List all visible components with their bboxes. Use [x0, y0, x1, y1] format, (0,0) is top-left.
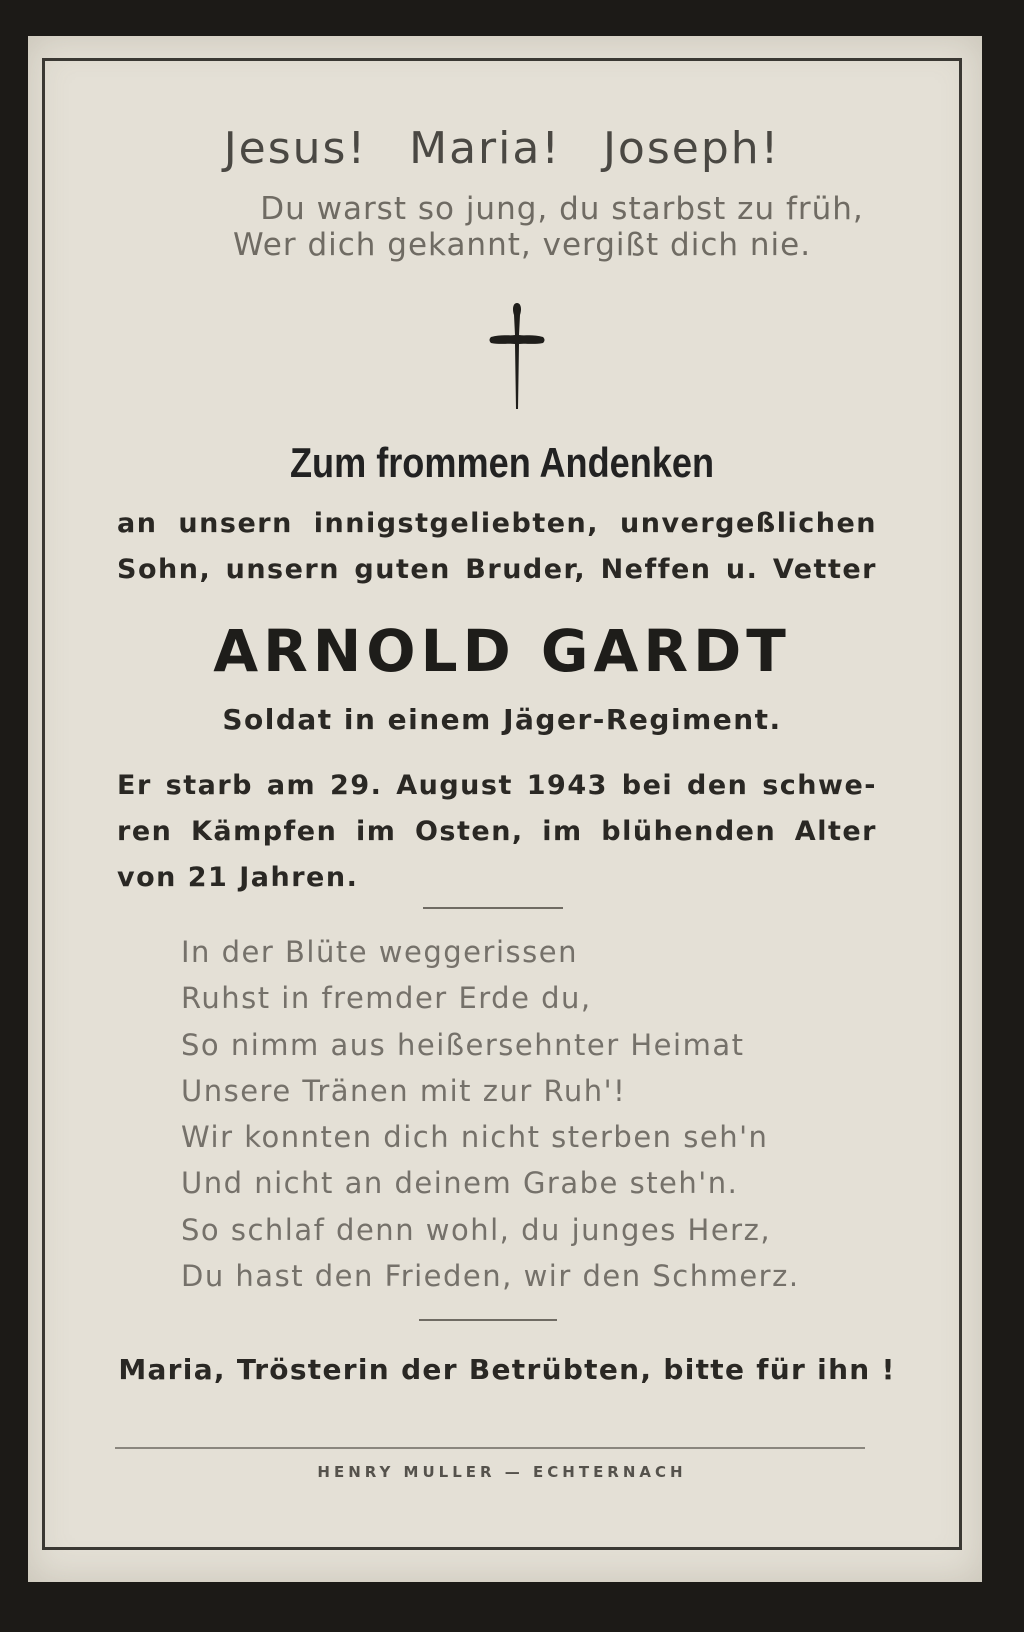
couplet-line-2: Wer dich gekannt, vergißt dich nie.	[232, 227, 812, 263]
death-paragraph	[117, 763, 877, 901]
card-border-frame	[42, 58, 962, 1550]
invocation-text: Jesus! Maria! Joseph!	[223, 123, 781, 174]
headline: Zum frommen Andenken	[289, 439, 715, 486]
intro-line-2: Sohn, unsern guten Bruder, Neffen u. Vetter	[117, 554, 877, 585]
printer-imprint: HENRY MULLER — ECHTERNACH	[317, 1463, 687, 1481]
couplet-line-1: Du warst so jung, du starbst zu früh,	[260, 191, 864, 227]
poem-line: Wir konnten dich nicht sterben seh'n	[181, 1120, 769, 1155]
cross-icon	[485, 301, 549, 413]
poem	[181, 929, 800, 1299]
poem-line: Ruhst in fremder Erde du,	[181, 981, 592, 1016]
divider-rule	[423, 907, 563, 909]
prayer-text: Maria, Trösterin der Betrübten, bitte für ihn !	[118, 1353, 896, 1386]
memorial-card	[28, 36, 982, 1582]
death-line-2: ren Kämpfen im Osten, im blühenden Alter	[117, 816, 877, 847]
poem-line: Und nicht an deinem Grabe steh'n.	[181, 1166, 739, 1201]
intro-paragraph	[117, 501, 877, 593]
rank-text: Soldat in einem Jäger-Regiment.	[222, 703, 782, 736]
footer-rule	[115, 1447, 865, 1449]
poem-line: So nimm aus heißersehnter Heimat	[181, 1027, 745, 1062]
death-line-1: Er starb am 29. August 1943 bei den schwe-	[117, 770, 877, 801]
poem-line: In der Blüte weggerissen	[181, 935, 578, 969]
intro-line-1: an unsern innigstgeliebten, unvergeßlichen	[117, 508, 877, 539]
deceased-name: ARNOLD GARDT	[213, 617, 791, 685]
death-line-3: von 21 Jahren.	[117, 862, 359, 893]
divider-rule	[419, 1319, 557, 1321]
poem-line: Du hast den Frieden, wir den Schmerz.	[181, 1259, 800, 1294]
poem-line: So schlaf denn wohl, du junges Herz,	[181, 1212, 772, 1247]
poem-line: Unsere Tränen mit zur Ruh'!	[181, 1073, 627, 1108]
